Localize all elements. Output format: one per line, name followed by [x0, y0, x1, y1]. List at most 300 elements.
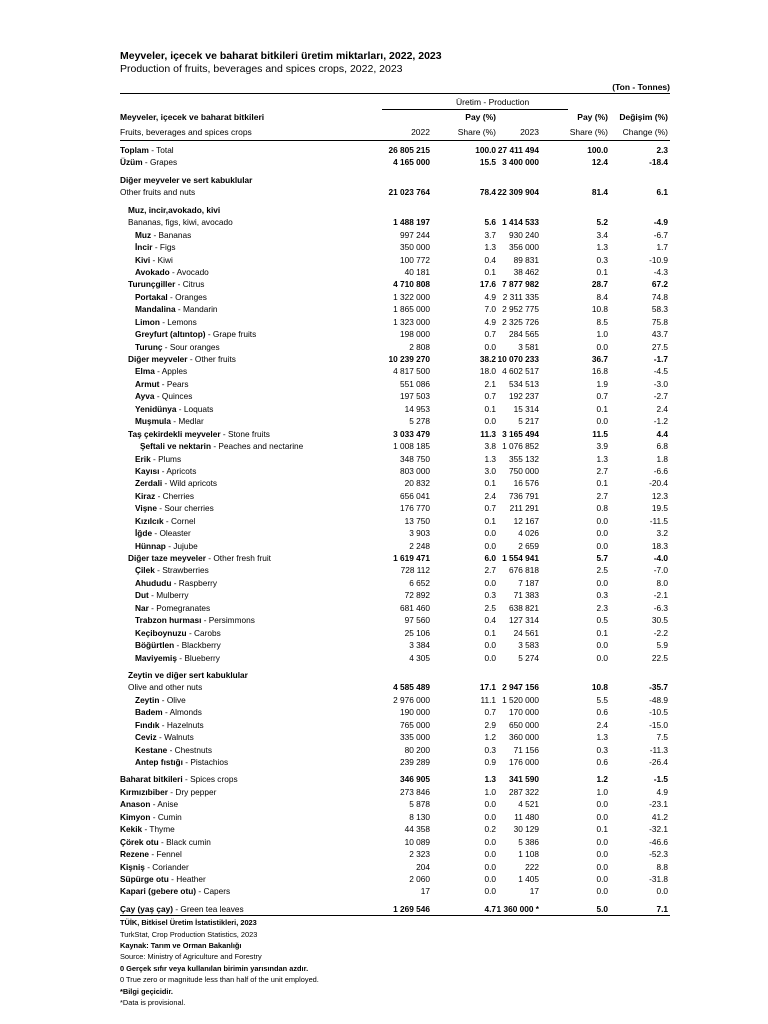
change-percent: -31.8	[649, 873, 668, 884]
row-label-tr: Elma	[135, 366, 155, 377]
row-label-en: Quinces	[161, 391, 193, 402]
table-row	[120, 278, 670, 290]
change-percent: -6.3	[653, 602, 668, 613]
footnote-line: *Bilgi geçicidir.	[120, 986, 173, 996]
change-percent: -2.2	[653, 627, 668, 638]
value-2023: 17	[529, 886, 539, 897]
production-underline	[382, 109, 568, 110]
share-2022: 0.0	[484, 640, 496, 651]
share-2022: 0.1	[484, 403, 496, 414]
row-label: Armut - Pears	[135, 378, 189, 389]
row-label: Maviyemiş - Blueberry	[135, 652, 220, 663]
value-2023: 1 405	[518, 873, 539, 884]
change-percent: 74.8	[651, 291, 668, 302]
row-label-en: Cherries	[162, 490, 195, 501]
share-2023: 0.7	[596, 391, 608, 402]
share-2023: 0.0	[596, 836, 608, 847]
year-2022-header: 2022	[411, 127, 430, 137]
row-label-en: Kiwi	[157, 254, 173, 265]
share-2022: 6.0	[484, 553, 496, 563]
change-percent: -35.7	[649, 682, 668, 693]
value-2023: 4 026	[518, 528, 539, 539]
share-2022: 100.0	[475, 145, 496, 155]
row-label-en: Pistachios	[190, 757, 229, 767]
change-percent: 1.8	[656, 453, 668, 464]
row-label-en: Grapes	[149, 157, 178, 168]
row-label-en: Loquats	[183, 403, 214, 414]
value-2023: 2 311 335	[502, 291, 539, 302]
table-row	[120, 341, 670, 353]
table-row	[120, 719, 670, 731]
row-label-tr: Diğer taze meyveler	[128, 553, 209, 563]
table-row	[120, 390, 670, 402]
value-2022: 350 000	[400, 242, 430, 253]
share-2023: 0.1	[596, 403, 608, 414]
row-label-tr: Maviyemiş	[135, 652, 177, 663]
share-2023: 1.0	[596, 786, 608, 797]
table-row	[120, 465, 670, 477]
row-label: Baharat bitkileri - Spices crops	[120, 774, 238, 785]
change-header: Değişim (%)	[619, 112, 668, 122]
value-2023: 11 480	[514, 811, 539, 822]
footnote-line: 0 True zero or magnitude less than half of the unit employed.	[120, 975, 319, 985]
table-row	[120, 229, 670, 241]
value-2023: 4 602 517	[502, 366, 539, 377]
change-percent: -10.5	[649, 707, 668, 718]
table-row	[120, 848, 670, 860]
row-label-tr: Kapari (gebere otu)	[120, 886, 197, 897]
row-label-en: Capers	[203, 886, 231, 897]
row-label: Keçiboynuzu - Carobs	[135, 627, 221, 638]
share-2022: 2.5	[484, 602, 496, 613]
row-label-en: Other fruits	[194, 354, 236, 364]
change-percent: 41.2	[651, 811, 668, 822]
value-2022: 803 000	[400, 465, 430, 476]
share-2023: 0.0	[596, 416, 608, 427]
footnote-line: *Data is provisional.	[120, 998, 186, 1008]
row-label: Elma - Apples	[135, 366, 188, 377]
share-2023: 0.0	[596, 515, 608, 526]
value-2023: 287 322	[509, 786, 539, 797]
row-label: Badem - Almonds	[135, 707, 202, 718]
share-2023: 2.5	[596, 565, 608, 576]
row-label-en: Stone fruits	[227, 428, 270, 439]
row-label-en: Raspberry	[178, 577, 218, 588]
row-label-en: Grape fruits	[212, 329, 257, 340]
change-percent: -1.2	[653, 416, 668, 427]
share-2023: 1.3	[596, 732, 608, 743]
value-2022: 26 805 215	[388, 145, 430, 155]
row-label: Fındık - Hazelnuts	[135, 719, 204, 730]
row-label-en: Strawberries	[162, 565, 209, 576]
row-label-tr: İğde	[135, 528, 153, 539]
value-2023: 7 187	[518, 577, 539, 588]
share-2023: 0.0	[596, 811, 608, 822]
share-2023: 36.7	[591, 354, 608, 364]
row-label-en: Apricots	[166, 465, 197, 476]
change-percent: -23.1	[649, 799, 668, 810]
change-percent: -6.7	[653, 229, 668, 240]
row-label: Taş çekirdekli meyveler - Stone fruits	[128, 428, 270, 439]
change-percent: 27.5	[651, 341, 668, 352]
row-label-tr: Kekik	[120, 824, 143, 835]
production-header: Üretim - Production	[456, 97, 530, 107]
row-label-tr: Baharat bitkileri	[120, 774, 183, 785]
row-label-en: Blueberry	[184, 652, 220, 663]
change-percent: 12.3	[651, 490, 668, 501]
row-label-tr: Çay (yaş çay)	[120, 903, 174, 914]
value-2022: 44 358	[404, 824, 430, 835]
share-2023: 0.3	[596, 590, 608, 601]
change-percent: 58.3	[651, 304, 668, 315]
row-label: Çörek otu - Black cumin	[120, 836, 211, 847]
row-label-tr: Hünnap	[135, 540, 166, 551]
row-label: Ayva - Quinces	[135, 391, 193, 402]
row-label-tr: Üzüm	[120, 157, 143, 168]
table-row	[120, 254, 670, 266]
share-2022: 0.0	[484, 577, 496, 588]
row-label-en: Wild apricots	[169, 478, 218, 489]
row-label: Ceviz - Walnuts	[135, 732, 194, 743]
share-2022: 0.2	[484, 824, 496, 835]
value-2022: 239 289	[400, 757, 430, 767]
row-label-tr: Keçiboynuzu	[135, 627, 187, 638]
share-2022: 0.0	[484, 528, 496, 539]
share-2023: 2.4	[596, 719, 608, 730]
share-2023: 3.9	[596, 441, 608, 452]
value-2023: 10 070 233	[497, 354, 539, 364]
pay-header-1: Pay (%)	[465, 112, 496, 122]
value-2022: 13 750	[404, 515, 430, 526]
footnote-line: Source: Ministry of Agriculture and Forestry	[120, 952, 262, 962]
row-label: Ahududu - Raspberry	[135, 577, 218, 588]
share-2022: 4.9	[484, 291, 496, 302]
row-label-tr: Kayısı	[135, 465, 160, 476]
share-2022: 0.9	[484, 757, 496, 767]
row-label-tr: Turunçgiller	[128, 279, 176, 290]
row-label: Böğürtlen - Blackberry	[135, 640, 221, 651]
share-2022: 0.0	[484, 799, 496, 810]
table-row	[120, 328, 670, 340]
value-2022: 348 750	[400, 453, 430, 464]
table-row	[120, 415, 670, 427]
value-2022: 681 460	[400, 602, 430, 613]
row-label: Süpürge otu - Heather	[120, 873, 206, 884]
value-2022: 100 772	[400, 254, 430, 265]
share-2023: 5.5	[596, 694, 608, 705]
row-label-tr: Erik	[135, 453, 151, 464]
value-2023: 5 386	[518, 836, 539, 847]
row-label-en: Thyme	[149, 824, 175, 835]
row-label-tr: Çörek otu	[120, 836, 159, 847]
row-label: Limon - Lemons	[135, 316, 197, 327]
change-percent: 22.5	[651, 652, 668, 663]
row-label-en: Sour cherries	[164, 503, 214, 514]
row-label-tr: Mandalina	[135, 304, 176, 315]
value-2022: 176 770	[400, 503, 430, 514]
row-label-tr: Dut	[135, 590, 149, 601]
table-row	[120, 440, 670, 452]
share-2023: 8.4	[596, 291, 608, 302]
table-row	[120, 266, 670, 278]
share-2022: 0.0	[484, 341, 496, 352]
share-2023: 1.3	[596, 453, 608, 464]
share-2022: 0.0	[484, 886, 496, 897]
value-2022: 204	[416, 861, 430, 872]
value-2023: 16 576	[513, 478, 539, 489]
row-label: Nar - Pomegranates	[135, 602, 211, 613]
share-2022: 17.6	[479, 279, 496, 290]
value-2022: 72 892	[404, 590, 430, 601]
value-2023: 360 000	[509, 732, 539, 743]
row-label: Greyfurt (altıntop) - Grape fruits	[135, 329, 257, 340]
value-2022: 10 239 270	[388, 354, 430, 364]
value-2022: 1 488 197	[393, 217, 430, 228]
share-2023: 0.0	[596, 799, 608, 810]
row-label-tr: Kırmızıbiber	[120, 786, 168, 797]
row-label-tr: Fındık	[135, 719, 160, 730]
share-2023: 0.1	[596, 266, 608, 277]
share-2022: 0.1	[484, 266, 496, 277]
change-percent: -4.9	[653, 217, 668, 228]
row-label: Diğer meyveler - Other fruits	[128, 354, 236, 364]
value-2023: 356 000	[509, 242, 539, 253]
row-label-en: Chestnuts	[174, 744, 213, 755]
row-label-en: Blackberry	[181, 640, 221, 651]
table-row	[120, 614, 670, 626]
table-row	[120, 552, 670, 564]
share-2023: 10.8	[591, 304, 608, 315]
value-2023: 27 411 494	[497, 145, 539, 155]
row-label-tr: Kiraz	[135, 490, 156, 501]
share-2022: 0.0	[484, 873, 496, 884]
table-row	[120, 602, 670, 614]
share-2023: 5.0	[596, 903, 608, 914]
row-label-tr: Süpürge otu	[120, 873, 169, 884]
table-row	[120, 477, 670, 489]
value-2022: 3 384	[409, 640, 430, 651]
table-row	[120, 527, 670, 539]
row-label: Muz - Bananas	[135, 229, 192, 240]
value-2023: 930 240	[509, 229, 539, 240]
row-label-en: Avocado	[176, 266, 209, 277]
row-label-en: Plums	[158, 453, 182, 464]
row-label-en: Medlar	[178, 416, 204, 427]
table-row	[120, 156, 670, 168]
share-2022: 2.1	[484, 378, 496, 389]
row-label: Üzüm - Grapes	[120, 157, 178, 168]
row-label-en: Cumin	[157, 811, 182, 822]
value-2023: 638 821	[509, 602, 539, 613]
share-2022: 1.3	[484, 453, 496, 464]
value-2022: 190 000	[400, 707, 430, 718]
row-label-tr: Portakal	[135, 291, 168, 302]
value-2022: 5 278	[409, 416, 430, 427]
share-2022: 0.0	[484, 540, 496, 551]
row-label-en: Pomegranates	[156, 602, 211, 613]
row-label-tr: Muşmula	[135, 416, 171, 427]
share-2023: 3.4	[596, 229, 608, 240]
share-2023: 100.0	[587, 145, 608, 155]
value-2023: 355 132	[509, 453, 539, 464]
value-2022: 198 000	[400, 329, 430, 340]
share-2023: 1.3	[596, 242, 608, 253]
row-label: Avokado - Avocado	[135, 266, 209, 277]
table-row	[120, 639, 670, 651]
value-2022: 1 865 000	[393, 304, 430, 315]
share-2022: 0.0	[484, 652, 496, 663]
value-2022: 4 165 000	[393, 157, 430, 168]
row-label: Vişne - Sour cherries	[135, 503, 214, 514]
table-row	[120, 694, 670, 706]
share-2022: 0.0	[484, 811, 496, 822]
row-label-en: Anise	[157, 799, 179, 810]
value-2022: 2 060	[409, 873, 430, 884]
value-2022: 3 033 479	[393, 428, 430, 439]
table-row	[120, 589, 670, 601]
value-2023: 211 291	[509, 503, 539, 514]
share-2022: 0.1	[484, 478, 496, 489]
row-label-tr: Turunç	[135, 341, 163, 352]
row-label-en: Mandarin	[182, 304, 218, 315]
row-label: Turunç - Sour oranges	[135, 341, 220, 352]
row-label-tr: Kivi	[135, 254, 151, 265]
share-2023: 10.8	[591, 682, 608, 693]
share-2023: 0.0	[596, 528, 608, 539]
share-header-1: Share (%)	[457, 127, 496, 137]
change-percent: -15.0	[649, 719, 668, 730]
share-2023: 0.0	[596, 849, 608, 860]
change-percent: -4.5	[653, 366, 668, 377]
share-2022: 0.7	[484, 707, 496, 718]
row-label-en: Heather	[176, 873, 206, 884]
value-2022: 25 106	[404, 627, 430, 638]
row-label-en: Almonds	[169, 707, 202, 718]
share-2023: 0.5	[596, 615, 608, 626]
value-2023: 3 165 494	[502, 428, 539, 439]
change-percent: -10.9	[649, 254, 668, 265]
table-row	[120, 756, 670, 768]
row-label-en: Figs	[159, 242, 176, 253]
row-label-en: Oranges	[175, 291, 207, 302]
change-percent: -48.9	[649, 694, 668, 705]
share-2022: 7.0	[484, 304, 496, 315]
value-2022: 8 130	[409, 811, 430, 822]
value-2022: 551 086	[400, 378, 430, 389]
value-2022: 4 710 808	[393, 279, 430, 290]
share-2022: 3.0	[484, 465, 496, 476]
share-2022: 1.2	[484, 732, 496, 743]
change-percent: -1.5	[653, 774, 668, 785]
share-2022: 3.8	[484, 441, 496, 452]
table-row	[120, 353, 670, 365]
report-page	[120, 50, 670, 1009]
row-label-tr: Kestane	[135, 744, 168, 755]
change-percent: -1.7	[653, 354, 668, 364]
row-label-tr: Zerdali	[135, 478, 163, 489]
row-label-en: Walnuts	[164, 732, 194, 743]
row-label: Zerdali - Wild apricots	[135, 478, 218, 489]
footnote-line: TurkStat, Crop Production Statistics, 2023	[120, 929, 258, 939]
share-2023: 0.8	[596, 503, 608, 514]
value-2023: 22 309 904	[497, 187, 539, 198]
table-row	[120, 681, 670, 693]
share-header-2: Share (%)	[569, 127, 608, 137]
row-label-tr: Ahududu	[135, 577, 172, 588]
change-percent: -6.6	[653, 465, 668, 476]
change-percent: -26.4	[649, 757, 668, 767]
change-percent: -4.0	[653, 553, 668, 563]
value-2022: 997 244	[400, 229, 430, 240]
share-2023: 0.0	[596, 873, 608, 884]
table-row	[120, 515, 670, 527]
row-label-en: Jujube	[173, 540, 198, 551]
table-row	[120, 873, 670, 885]
change-percent: -11.3	[649, 744, 668, 755]
share-2022: 2.7	[484, 565, 496, 576]
share-2023: 81.4	[591, 187, 608, 198]
share-2022: 3.7	[484, 229, 496, 240]
row-label-tr: Zeytin ve diğer sert kabuklular	[128, 669, 248, 680]
value-2023: 676 818	[509, 565, 539, 576]
row-label: Zeytin - Olive	[135, 694, 186, 705]
share-2022: 11.3	[480, 428, 496, 439]
value-2023: 5 274	[518, 652, 539, 663]
row-label: Trabzon hurması - Persimmons	[135, 615, 255, 626]
row-label-tr: Badem	[135, 707, 163, 718]
row-label: Yenidünya - Loquats	[135, 403, 214, 414]
row-label-tr: Limon	[135, 316, 160, 327]
value-2022: 80 200	[404, 744, 430, 755]
change-percent: 8.8	[656, 861, 668, 872]
row-label-en: Mulberry	[156, 590, 189, 601]
share-2022: 0.7	[484, 329, 496, 340]
share-2022: 15.5	[479, 157, 496, 168]
row-label-tr: Şeftali ve nektarin	[140, 441, 212, 452]
value-2023: 1 360 000 *	[496, 903, 539, 914]
value-2023: 1 108	[518, 849, 539, 860]
row-label-tr: Taş çekirdekli meyveler	[128, 428, 221, 439]
change-percent: -52.3	[649, 849, 668, 860]
row-label-tr: Anason	[120, 799, 151, 810]
share-2023: 11.5	[592, 428, 608, 439]
table-row	[120, 216, 670, 228]
table-row	[120, 811, 670, 823]
row-label-tr: Yenidünya	[135, 403, 177, 414]
share-2023: 0.0	[596, 861, 608, 872]
table-row	[120, 652, 670, 664]
value-2023: 170 000	[509, 707, 539, 718]
change-percent: 1.7	[656, 242, 668, 253]
share-2023: 16.8	[591, 366, 608, 377]
year-2023-header: 2023	[520, 127, 539, 137]
change-percent: 0.0	[656, 886, 668, 897]
row-label: Muşmula - Medlar	[135, 416, 204, 427]
table-row	[120, 303, 670, 315]
row-label-en: Cornel	[170, 515, 196, 526]
value-2023: 71 383	[513, 590, 539, 601]
table-row	[120, 291, 670, 303]
column-header-en: Fruits, beverages and spices crops	[120, 127, 252, 137]
share-2023: 1.0	[596, 329, 608, 340]
share-2022: 0.0	[484, 861, 496, 872]
table-row	[120, 428, 670, 440]
value-2023: 38 462	[513, 266, 539, 277]
share-2022: 0.1	[484, 515, 496, 526]
row-label-en: Persimmons	[208, 615, 255, 626]
row-label: Kestane - Chestnuts	[135, 744, 213, 755]
share-2023: 0.0	[596, 341, 608, 352]
